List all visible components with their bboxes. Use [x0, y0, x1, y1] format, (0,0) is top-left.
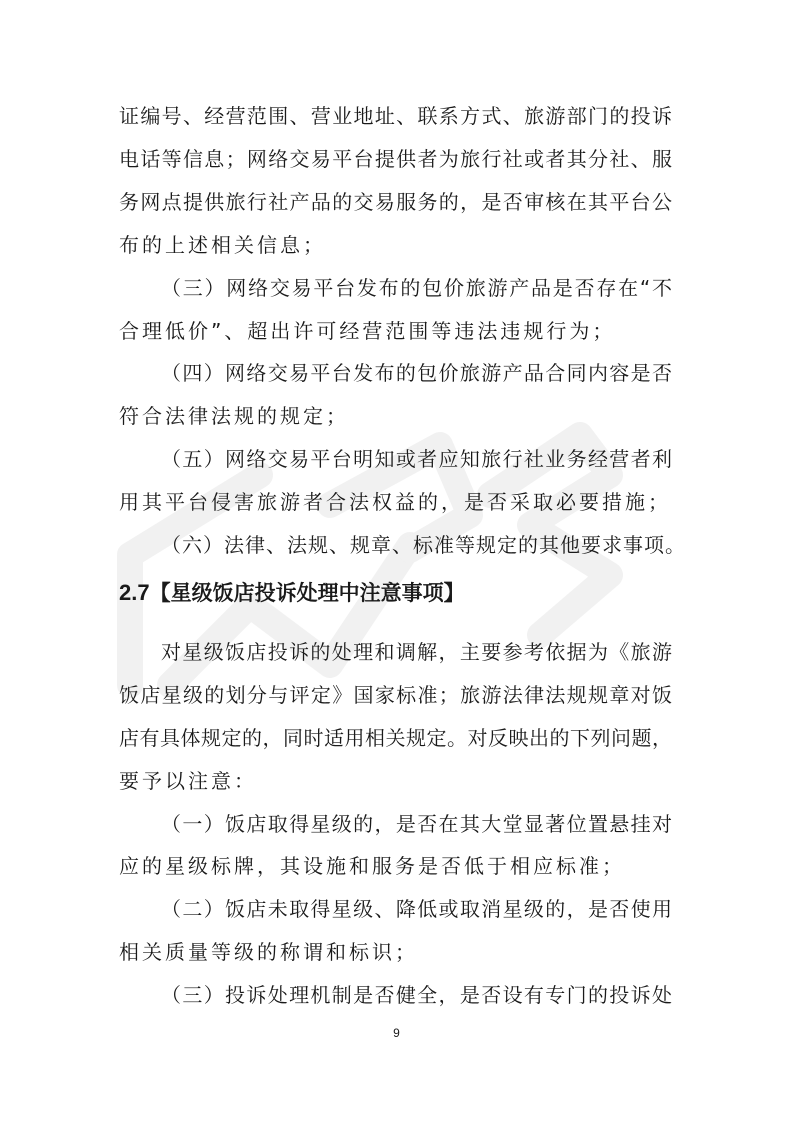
text-line: 相关质量等级的称谓和标识；	[119, 940, 418, 964]
section-number: 2.7	[119, 580, 150, 605]
text-line: 用其平台侵害旅游者合法权益的，是否采取必要措施；	[119, 490, 671, 514]
text-line: 饭店星级的划分与评定》国家标准；旅游法律法规规章对饭	[119, 683, 672, 707]
text-line: 店有具体规定的，同时适用相关规定。对反映出的下列问题，	[119, 726, 672, 750]
text-line: （六）法律、法规、规章、标准等规定的其他要求事项。	[161, 533, 686, 557]
text-line: 要予以注意：	[119, 769, 257, 793]
section-title: 【星级饭店投诉处理中注意事项】	[149, 581, 465, 605]
text-line: 电话等信息；网络交易平台提供者为旅行社或者其分社、服	[119, 147, 672, 171]
text-line: （二）饭店未取得星级、降低或取消星级的，是否使用	[161, 897, 672, 921]
text-line: 应的星级标牌，其设施和服务是否低于相应标准；	[119, 854, 625, 878]
text-line: 务网点提供旅行社产品的交易服务的，是否审核在其平台公	[119, 190, 672, 214]
text-line: （五）网络交易平台明知或者应知旅行社业务经营者利	[161, 447, 672, 471]
text-line: 布的上述相关信息；	[119, 233, 326, 257]
text-line: （三）网络交易平台发布的包价旅游产品是否存在“不	[161, 276, 672, 300]
text-line: 符合法律法规的规定；	[119, 404, 349, 428]
text-line: 对星级饭店投诉的处理和调解，主要参考依据为《旅游	[161, 640, 672, 664]
page-number: 9	[393, 1026, 400, 1040]
text-line: 证编号、经营范围、营业地址、联系方式、旅游部门的投诉	[119, 104, 672, 128]
text-line: （四）网络交易平台发布的包价旅游产品合同内容是否	[161, 361, 672, 385]
text-line: （一）饭店取得星级的，是否在其大堂显著位置悬挂对	[161, 812, 672, 836]
section-heading	[119, 579, 672, 607]
text-line: （三）投诉处理机制是否健全，是否设有专门的投诉处	[161, 983, 672, 1007]
text-line: 合理低价”、超出许可经营范围等违法违规行为；	[119, 319, 616, 343]
